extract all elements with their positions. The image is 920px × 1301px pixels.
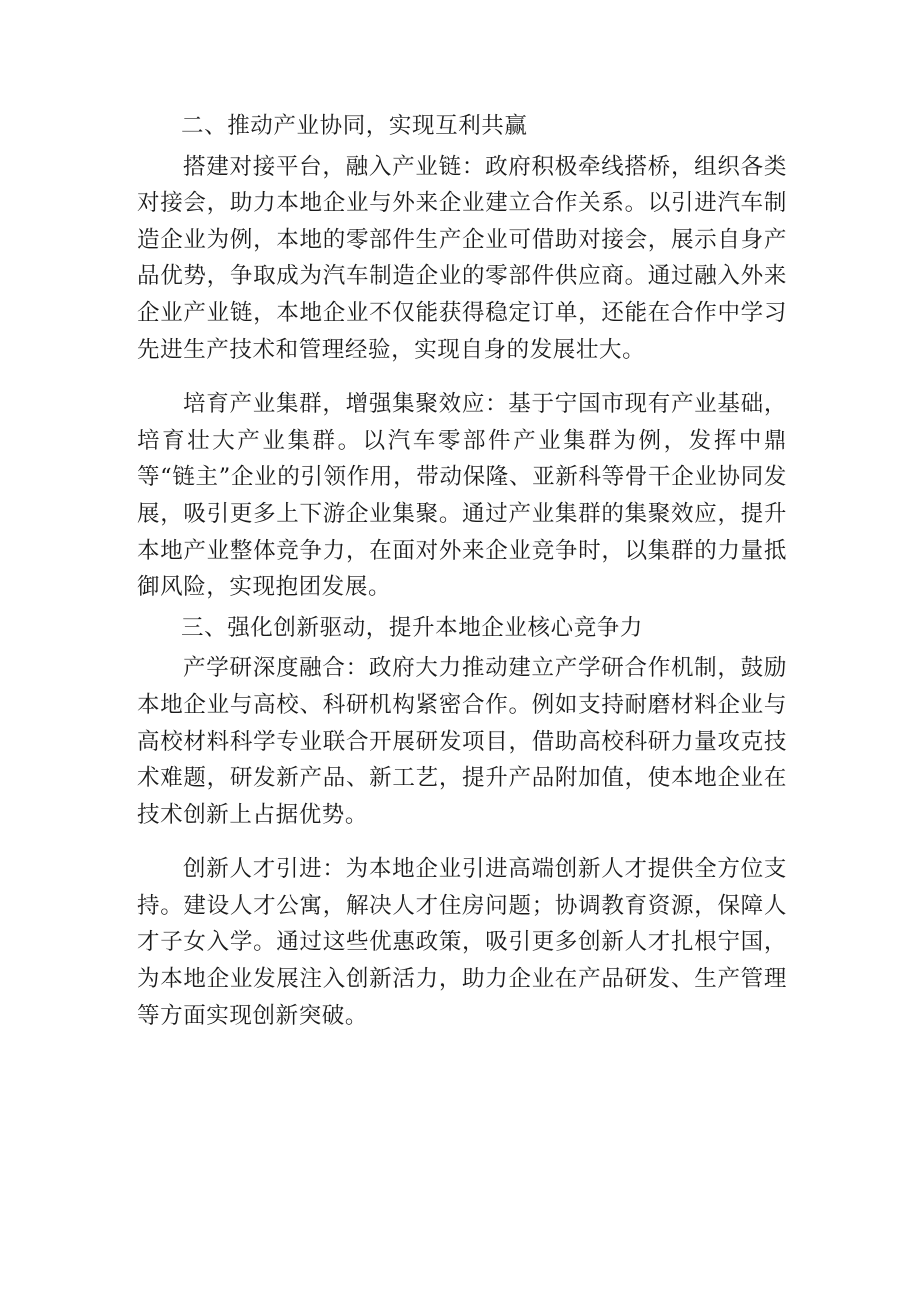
section-heading-3: 三、强化创新驱动，提升本地企业核心竞争力 bbox=[181, 614, 644, 641]
paragraph-industry-academia: 产学研深度融合：政府大力推动建立产学研合作机制，鼓励本地企业与高校、科研机构紧密合作。例如支持耐磨材料企业与高校材料科学专业联合开展研发项目，借助高校科研力量攻克技术难题，研发新产品、新工艺，提升产品附加值，使本地企业在技术创新上占据优势。 bbox=[137, 655, 787, 828]
paragraph-industry-cluster: 培育产业集群，增强集聚效应：基于宁国市现有产业基础，培育壮大产业集群。以汽车零部件产业集群为例，发挥中鼎等“链主”企业的引领作用，带动保隆、亚新科等骨干企业协同发展，吸引更多上下游企业集聚。通过产业集群的集聚效应，提升本地产业整体竞争力，在面对外来企业竞争时，以集群的力量抵御风险，实现抱团发展。 bbox=[137, 391, 787, 601]
section-heading-2: 二、推动产业协同，实现互利共赢 bbox=[181, 113, 528, 139]
paragraph-industry-chain: 搭建对接平台，融入产业链：政府积极牵线搭桥，组织各类对接会，助力本地企业与外来企业建立合作关系。以引进汽车制造企业为例，本地的零部件生产企业可借助对接会，展示自身产品优势，争取成为汽车制造企业的零部件供应商。通过融入外来企业产业链，本地企业不仅能获得稳定订单，还能在合作中学习先进生产技术和管理经验，实现自身的发展壮大。 bbox=[137, 153, 787, 363]
document-body bbox=[137, 108, 787, 1038]
paragraph-talent-introduction: 创新人才引进：为本地企业引进高端创新人才提供全方位支持。建设人才公寓，解决人才住房问题；协调教育资源，保障人才子女入学。通过这些优惠政策，吸引更多创新人才扎根宁国，为本地企业发展注入创新活力，助力企业在产品研发、生产管理等方面实现创新突破。 bbox=[137, 856, 787, 1029]
